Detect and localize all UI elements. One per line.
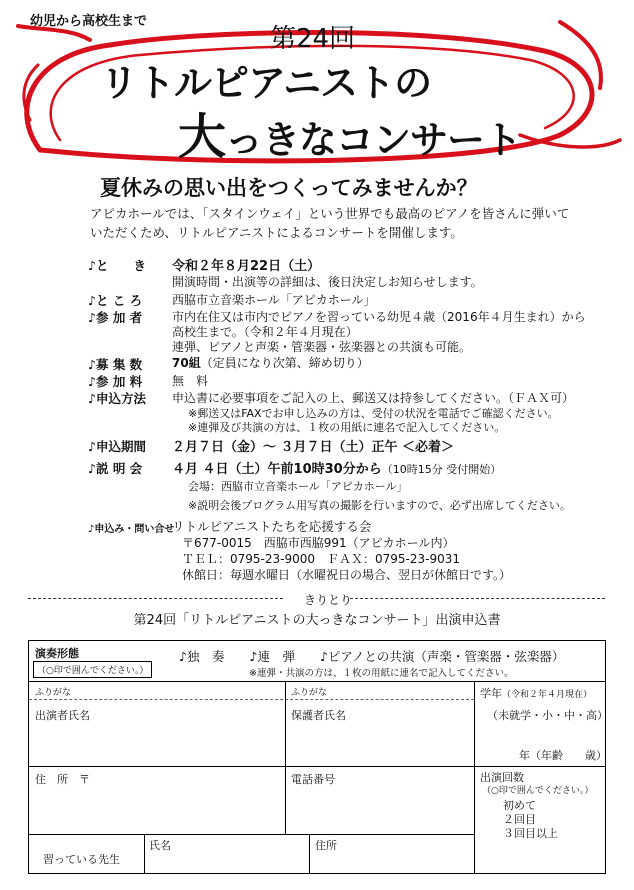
contact-address: 〒677-0015 西脇市西脇991（アピカホール内） [182,536,455,550]
fee-value: 無 料 [172,374,209,388]
form-divider [285,681,286,834]
edition-number: 第24回 [270,24,356,54]
perf-type-note: ※連弾・共演の方は、１枚の用紙に連名で記入してください。 [249,668,514,679]
count-hint: （○印で囲んでください。） [482,786,594,796]
capacity-note: （定員になり次第、締め切り） [200,356,369,370]
perf-type-label: 演奏形態 [35,647,79,660]
capacity-label: ♪募 集 数 [88,357,143,372]
briefing-row [172,458,501,477]
form-dashed-rule [29,699,474,700]
form-rule [29,834,474,835]
title-big-char: 大 [178,109,226,165]
fee-label: ♪参 加 料 [88,374,143,389]
eligibility-line-1: 市内在住又は市内でピアノを習っている幼児４歳（2016年４月生まれ）から [172,310,586,324]
guardian-furigana-label: ふりがな [291,688,328,698]
title-line-1: リトルピアニストの [100,61,432,105]
date-note: 開演時間・出演等の詳細は、後日決定しお知らせします。 [172,275,483,289]
perf-type-options[interactable]: ♪独 奏 ♪連 弾 ♪ピアノとの共演（声楽・管楽器・弦楽器） [179,649,565,664]
contact-phone: ＴＥＬ：0795-23-9000 ＦＡＸ：0795-23-9031 [182,552,461,566]
eligibility-line-2: 高校生まで。（令和２年４月現在） [172,325,358,339]
form-rule [29,681,605,682]
grade-label-row [480,685,592,701]
performer-furigana-label: ふりがな [35,688,72,698]
capacity-value: 70組 [172,356,201,370]
briefing-value: ４月 ４日（土）午前10時30分から [172,462,382,477]
target-age-note: 幼児から高校生まで [30,14,148,29]
form-divider [474,681,475,873]
count-option-first[interactable]: 初めて [503,799,536,812]
apply-method-note-1: ※郵送又はFAXでお申し込みの方は、受付の状況を電話でご確認ください。 [188,407,559,420]
eligibility-label: ♪参 加 者 [88,310,143,325]
cut-line-right [350,598,605,599]
period-value: ２月７日（金）～ ３月７日（土）正午 ＜必着＞ [172,440,455,455]
date-value: 令和２年８月22日（土） [172,259,321,274]
apply-method-label: ♪申込方法 [88,391,146,406]
form-rule [29,766,605,767]
guardian-name-label: 保護者氏名 [291,709,346,722]
cut-label: きりとり [303,593,352,607]
count-option-second[interactable]: ２回目 [503,813,536,826]
contact-closed: 休館日：毎週水曜日（水曜祝日の場合、翌日が休館日です。） [182,568,512,582]
briefing-note: ※説明会後プログラム用写真の撮影を行いますので、必ず出席してください。 [188,499,571,512]
briefing-sub: （10時15分 受付開始） [381,463,502,476]
performer-name-label: 出演者氏名 [35,709,90,722]
contact-label: ♪申込み・問い合せ [88,524,175,535]
period-label: ♪申込期間 [88,439,146,454]
teacher-label: 習っている先生 [43,853,120,866]
teacher-name-label: 氏名 [149,839,171,852]
apply-method-line: 申込書に必要事項をご記入の上、郵送又は持参してください。（ＦＡＸ可） [172,391,575,405]
form-divider [309,834,310,873]
age-label: 年（年齢 歳） [519,749,607,762]
title-line-2 [178,98,521,167]
count-option-third-plus[interactable]: ３回目以上 [503,827,558,840]
form-divider [144,834,145,873]
intro-paragraph: アピカホールでは、「スタインウェイ」という世界でも最高のピアノを皆さんに弾いていただくため、リトルピアニストによるコンサートを開催します。 [90,206,570,240]
apply-method-note-2: ※連弾及び共演の方は、１枚の用紙に連名で記入してください。 [188,421,506,434]
phone-label: 電話番号 [291,773,335,786]
briefing-label: ♪説 明 会 [88,461,143,476]
address-label: 住 所 〒 [35,773,90,786]
form-title: 第24回「リトルピアニストの大っきなコンサート」出演申込書 [133,613,501,628]
place-label: ♪と こ ろ [88,293,143,308]
title-line-2-rest: っきなコンサート [225,118,522,162]
application-form [28,640,606,874]
count-label: 出演回数 [480,771,524,784]
perf-type-hint: （○印で囲んでください。） [33,661,152,678]
subtitle: 夏休みの思い出をつくってみませんか？ [100,176,478,200]
eligibility-line-3: 連弾、ピアノと声楽・管楽器・弦楽器との共演も可能。 [172,340,472,354]
contact-org: リトルピアニストたちを応援する会 [172,519,372,534]
grade-label: 学年 [480,687,502,700]
place-value: 西脇市立音楽ホール「アピカホール」 [172,293,376,307]
teacher-address-label: 住所 [315,839,337,852]
grade-options[interactable]: （未就学・小・中・高） [487,709,608,722]
capacity-row [172,354,369,371]
briefing-venue: 会場：西脇市立音楽ホール「アピカホール」 [188,480,408,493]
grade-hint: （令和２年４月現在） [502,690,593,700]
date-label: ♪と き [88,258,146,273]
